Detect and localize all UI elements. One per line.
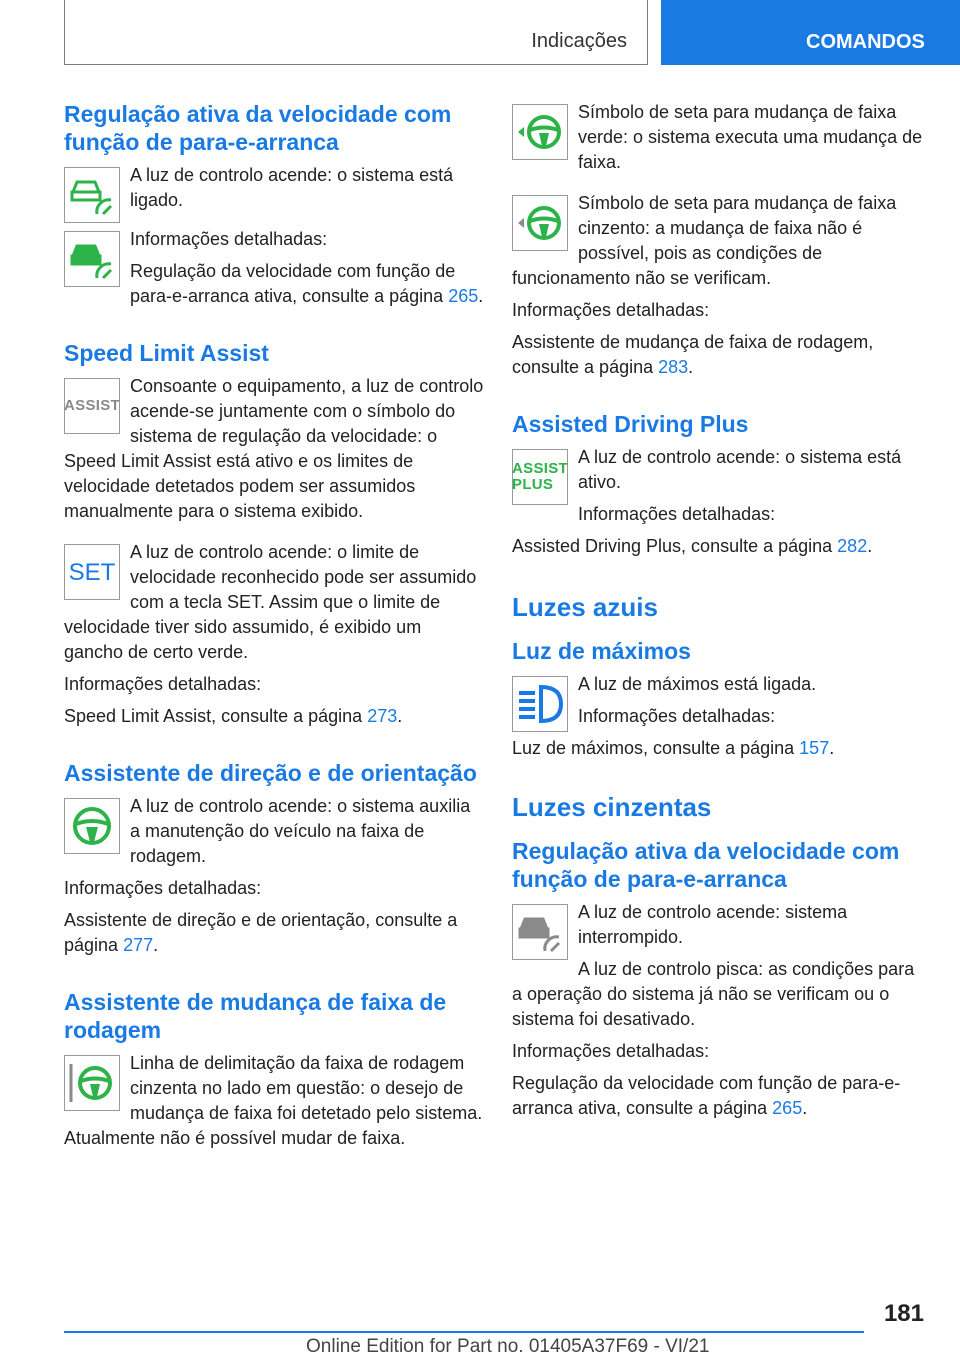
acc-stop-go-icon (512, 904, 568, 960)
steering-wheel-arrow-icon (512, 195, 568, 251)
entry-text: A luz de controlo acende: o sistema auxilia a manutenção do veículo na faixa de rodagem. (130, 796, 471, 866)
right-column (512, 100, 928, 1121)
steering-wheel-arrow-icon (512, 104, 568, 160)
section-title-speed-limit-assist: Speed Limit Assist (64, 340, 269, 366)
entry-text: Linha de delimitação da faixa de rodagem cinzenta no lado em questão: o desejo de mudança de faixa foi detetado pelo sistema. Atualmente não é possível mudar de faixa. (64, 1053, 483, 1148)
reference-text: Assistente de mudança de faixa de rodagem, consulte a página 283. (512, 332, 874, 377)
footer-edition: Online Edition for Part no. 01405A37F69 - VI/21 (306, 1336, 710, 1357)
assist-icon: ASSIST (64, 378, 120, 434)
info-label: Informações detalhadas: (578, 706, 776, 726)
entry-text: Símbolo de seta para mudança de faixa cinzento: a mudança de faixa não é possível, pois as condições de funcionamento não se verificam. (512, 193, 897, 288)
section-title-high-beam: Luz de máximos (512, 638, 691, 664)
section-title-acc-stop-go-grey: Regulação ativa da velocidade com função de para-e-arranca (512, 838, 900, 892)
chapter-title-grey-lights: Luzes cinzentas (512, 792, 712, 822)
header-chapter-tab[interactable] (661, 0, 960, 65)
entry-set (64, 540, 484, 665)
entry-lane-arrow-grey (512, 191, 928, 291)
entry-text: Símbolo de seta para mudança de faixa verde: o sistema executa uma mudança de faixa. (578, 102, 923, 172)
steering-wheel-icon (64, 798, 120, 854)
entry-text: A luz de controlo acende: o sistema está ligado. (130, 165, 454, 210)
page-link[interactable]: 265 (772, 1098, 803, 1118)
section-title-steering-assistant: Assistente de direção e de orientação (64, 760, 477, 786)
entry-assisted-driving-plus (512, 445, 928, 527)
acc-stop-go-icon (64, 167, 120, 223)
page-link[interactable]: 157 (799, 738, 830, 758)
section-title-lane-change-assistant: Assistente de mudança de faixa de rodagem (64, 989, 447, 1043)
info-label: Informações detalhadas: (578, 504, 776, 524)
set-icon: SET (64, 544, 120, 600)
page-link[interactable]: 265 (448, 286, 479, 306)
entry-text: A luz de controlo acende: sistema interrompido. (578, 902, 848, 947)
reference-text: Assisted Driving Plus, consulte a página 282. (512, 536, 873, 556)
reference-text: Assistente de direção e de orientação, consulte a página 277. (64, 910, 458, 955)
footer-divider (64, 1331, 864, 1333)
entry-text: Consoante o equipamento, a luz de controlo acende-se juntamente com o símbolo do sistema de regulação da velocidade: o Speed Limit Assist está ativo e os limites de velocidade detetados podem ser assumidos manualmente para o sistema exibido. (64, 376, 484, 521)
entry-text: A luz de máximos está ligada. (578, 674, 817, 694)
entry-steering-assistant (64, 794, 484, 869)
section-title-acc-stop-go: Regulação ativa da velocidade com função de para-e-arranca (64, 101, 452, 155)
info-label: Informações detalhadas: (512, 300, 710, 320)
page-number: 181 (883, 1300, 924, 1327)
left-column (64, 100, 484, 1151)
entry-acc-interrupted (512, 900, 928, 1032)
page-link[interactable]: 283 (658, 357, 689, 377)
assist-plus-icon: ASSIST PLUS (512, 449, 568, 505)
info-label: Informações detalhadas: (64, 674, 262, 694)
entry-acc-info (64, 227, 484, 309)
reference-text: Regulação da velocidade com função de para-e-arranca ativa, consulte a página 265. (512, 1073, 901, 1118)
section-title-assisted-driving-plus: Assisted Driving Plus (512, 411, 749, 437)
entry-high-beam (512, 672, 928, 761)
page-link[interactable]: 277 (123, 935, 154, 955)
entry-text: A luz de controlo pisca: as condições para a operação do sistema já não se verificam ou o sistema foi desativado. (512, 959, 915, 1029)
chapter-title-blue-lights: Luzes azuis (512, 592, 658, 622)
info-label: Informações detalhadas: (512, 1041, 710, 1061)
header-section-title: Indicações (531, 30, 627, 52)
steering-wheel-icon (64, 1055, 120, 1111)
reference-text: Speed Limit Assist, consulte a página 273. (64, 706, 403, 726)
entry-text: A luz de controlo acende: o limite de velocidade reconhecido pode ser assumido com a tecla SET. Assim que o limite de velocidade tiver sido assumido, é exibido um gancho de certo verde. (64, 542, 477, 662)
page-link[interactable]: 273 (367, 706, 398, 726)
page-link[interactable]: 282 (837, 536, 868, 556)
acc-stop-go-icon (64, 231, 120, 287)
entry-speed-limit-assist (64, 374, 484, 524)
header-frame (64, 0, 648, 65)
entry-lane-line-grey (64, 1051, 484, 1151)
info-label: Informações detalhadas: (130, 229, 328, 249)
entry-text: A luz de controlo acende: o sistema está ativo. (578, 447, 902, 492)
high-beam-icon (512, 676, 568, 732)
info-label: Informações detalhadas: (64, 878, 262, 898)
reference-text: Regulação da velocidade com função de para-e-arranca ativa, consulte a página 265. (130, 261, 484, 306)
entry-lane-arrow-green (512, 100, 928, 175)
header-chapter-label: COMANDOS (806, 31, 925, 53)
reference-text: Luz de máximos, consulte a página 157. (512, 738, 835, 758)
entry-acc-on (64, 163, 484, 227)
